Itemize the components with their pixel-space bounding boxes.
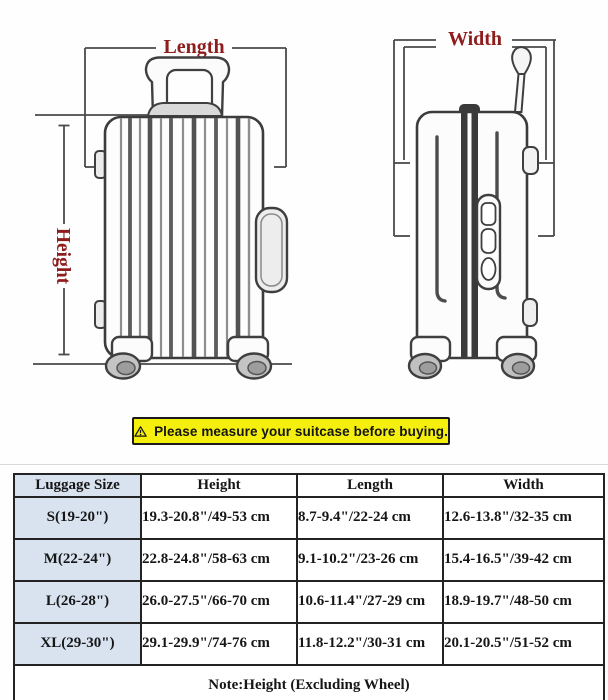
table-row-m <box>14 539 604 581</box>
table-note: Note:Height (Excluding Wheel) <box>14 665 604 700</box>
latch <box>523 147 538 174</box>
side-foot <box>523 299 537 326</box>
length-label: Length <box>163 36 225 58</box>
header-length: Length <box>297 474 443 497</box>
cell-size: S(19-20") <box>14 497 141 539</box>
table-header-row <box>14 474 604 497</box>
table-row-l <box>14 581 604 623</box>
header-luggage-size: Luggage Size <box>14 474 141 497</box>
width-label: Width <box>447 28 503 50</box>
cell-length: 8.7-9.4"/22-24 cm <box>297 497 443 539</box>
note-row <box>14 665 604 700</box>
side-handle <box>256 208 287 292</box>
cell-width: 18.9-19.7"/48-50 cm <box>443 581 604 623</box>
height-label: Height <box>52 227 73 285</box>
cell-height: 22.8-24.8"/58-63 cm <box>141 539 297 581</box>
cell-length: 10.6-11.4"/27-29 cm <box>297 581 443 623</box>
trolley-pole <box>512 47 531 112</box>
size-chart-table <box>13 473 605 700</box>
cell-length: 9.1-10.2"/23-26 cm <box>297 539 443 581</box>
cell-width: 20.1-20.5"/51-52 cm <box>443 623 604 665</box>
cell-width: 15.4-16.5"/39-42 cm <box>443 539 604 581</box>
section-divider <box>0 464 608 465</box>
header-width: Width <box>443 474 604 497</box>
cell-size: XL(29-30") <box>14 623 141 665</box>
cell-height: 26.0-27.5"/66-70 cm <box>141 581 297 623</box>
cell-length: 11.8-12.2"/30-31 cm <box>297 623 443 665</box>
cell-height: 19.3-20.8"/49-53 cm <box>141 497 297 539</box>
cell-size: L(26-28") <box>14 581 141 623</box>
cell-height: 29.1-29.9"/74-76 cm <box>141 623 297 665</box>
side-handle-unit <box>477 195 500 289</box>
cell-width: 12.6-13.8"/32-35 cm <box>443 497 604 539</box>
cell-size: M(22-24") <box>14 539 141 581</box>
table-row-s <box>14 497 604 539</box>
header-height: Height <box>141 474 297 497</box>
banner-text: Please measure your suitcase before buying. <box>154 423 448 439</box>
warning-triangle-icon <box>134 422 147 441</box>
measure-warning-banner <box>132 417 450 445</box>
front-suitcase-illustration <box>95 58 287 379</box>
carry-handle <box>148 103 222 116</box>
table-row-xl <box>14 623 604 665</box>
side-suitcase-illustration <box>409 47 538 378</box>
